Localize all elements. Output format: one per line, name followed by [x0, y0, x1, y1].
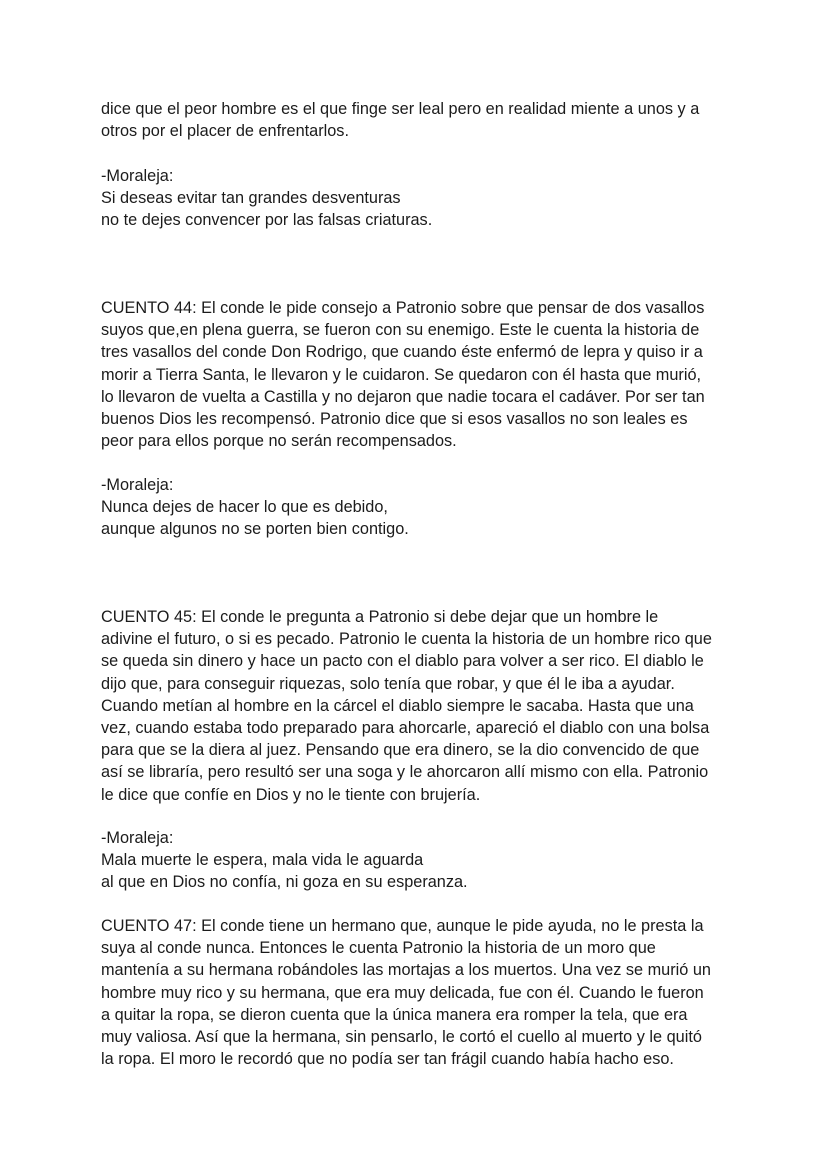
paragraph-line: dijo que, para conseguir riquezas, solo tenía que robar, y que él le iba a ayudar.: [101, 674, 675, 693]
moral-line: Mala muerte le espera, mala vida le aguarda: [101, 851, 424, 870]
paragraph-line: hombre muy rico y su hermana, que era muy delicada, fue con él. Cuando le fueron: [101, 983, 704, 1002]
paragraph-line: morir a Tierra Santa, le llevaron y le cuidaron. Se quedaron con él hasta que murió,: [101, 365, 702, 384]
moral-line: Nunca dejes de hacer lo que es debido,: [101, 498, 388, 517]
paragraph-line: lo llevaron de vuelta a Castilla y no dejaron que nadie tocara el cadáver. Por ser tan: [101, 387, 705, 406]
paragraph-line: vez, cuando estaba todo preparado para ahorcarle, apareció el diablo con una bolsa: [101, 719, 710, 738]
paragraph-line: tres vasallos del conde Don Rodrigo, que cuando éste enfermó de lepra y quiso ir a: [101, 343, 703, 362]
moral-line: al que en Dios no confía, ni goza en su esperanza.: [101, 873, 468, 892]
paragraph-line: se queda sin dinero y hace un pacto con el diablo para volver a ser rico. El diablo le: [101, 652, 704, 671]
paragraph-line: Cuando metían al hombre en la cárcel el diablo siempre le sacaba. Hasta que una: [101, 696, 694, 715]
paragraph-line: le dice que confíe en Dios y no le tiente con brujería.: [101, 785, 481, 804]
paragraph-line: suya al conde nunca. Entonces le cuenta Patronio la historia de un moro que: [101, 939, 656, 958]
story-47-paragraph: [101, 915, 741, 1070]
paragraph-line: adivine el futuro, o si es pecado. Patronio le cuenta la historia de un hombre rico que: [101, 630, 712, 649]
story-44-paragraph: [101, 297, 741, 452]
paragraph-line: buenos Dios les recompensó. Patronio dice que si esos vasallos no son leales es: [101, 410, 688, 429]
paragraph-line: a quitar la ropa, se dieron cuenta que la única manera era romper la tela, que era: [101, 1005, 688, 1024]
moral-block-45: [101, 827, 741, 894]
moral-line: no te dejes convencer por las falsas criaturas.: [101, 211, 433, 230]
moral-heading: -Moraleja:: [101, 476, 174, 494]
paragraph-line: dice que el peor hombre es el que finge ser leal pero en realidad miente a unos y a: [101, 100, 700, 118]
paragraph-line: CUENTO 44: El conde le pide consejo a Patronio sobre que pensar de dos vasallos: [101, 299, 705, 317]
moral-line: aunque algunos no se porten bien contigo.: [101, 520, 409, 539]
paragraph-line: la ropa. El moro le recordó que no podía ser tan frágil cuando había hacho eso.: [101, 1050, 674, 1069]
moral-heading: -Moraleja:: [101, 829, 174, 847]
paragraph-line: muy valiosa. Así que la hermana, sin pensarlo, le cortó el cuello al muerto y le quitó: [101, 1028, 702, 1047]
story-45-paragraph: [101, 606, 741, 806]
paragraph-line: para que se la diera al juez. Pensando que era dinero, se la dio convencido de que: [101, 741, 700, 760]
paragraph-line: otros por el placer de enfrentarlos.: [101, 122, 349, 141]
moral-block-44: [101, 474, 741, 541]
paragraph-line: mantenía a su hermana robándoles las mortajas a los muertos. Una vez se murió un: [101, 961, 711, 980]
paragraph-line: CUENTO 47: El conde tiene un hermano que, aunque le pide ayuda, no le presta la: [101, 917, 704, 935]
paragraph-line: así se libraría, pero resultó ser una soga y le ahorcaron allí mismo con ella. Patronio: [101, 763, 709, 782]
paragraph-line: suyos que,en plena guerra, se fueron con su enemigo. Este le cuenta la historia de: [101, 321, 700, 340]
moral-heading: -Moraleja:: [101, 167, 174, 185]
moral-line: Si deseas evitar tan grandes desventuras: [101, 189, 401, 208]
moral-block-1: [101, 165, 741, 232]
paragraph-line: peor para ellos porque no serán recompensados.: [101, 432, 457, 451]
paragraph-line: CUENTO 45: El conde le pregunta a Patronio si debe dejar que un hombre le: [101, 608, 659, 626]
intro-paragraph: [101, 98, 741, 142]
